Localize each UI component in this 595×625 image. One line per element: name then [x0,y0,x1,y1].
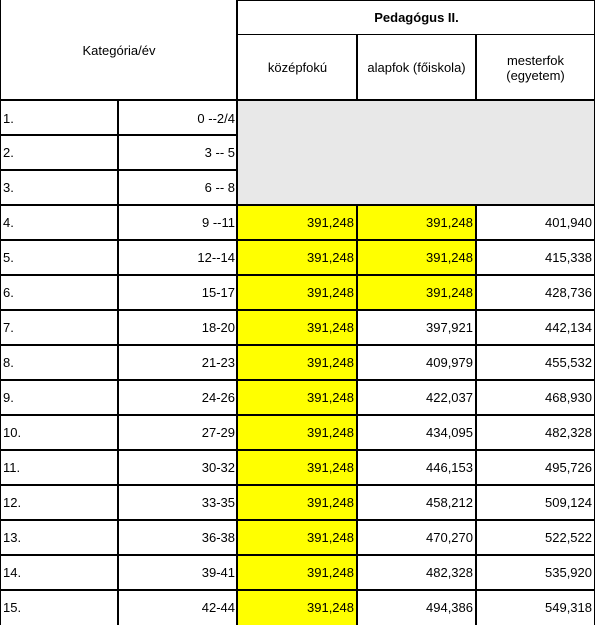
alapfok-cell: 458,212 [426,495,473,510]
kozepfoku-cell: 391,248 [238,310,357,345]
years-cell: 36-38 [201,530,235,545]
grid-line [0,344,595,346]
years-cell: 21-23 [201,355,235,370]
grid-line [0,379,595,381]
column-header-alapfok: alapfok (főiskola) [367,60,466,75]
kozepfoku-cell: 391,248 [238,205,357,240]
alapfok-cell: 422,037 [426,390,473,405]
kozepfoku-cell: 391,248 [238,380,357,415]
mesterfok-cell: 522,522 [545,530,592,545]
years-cell: 39-41 [201,565,235,580]
years-cell: 30-32 [201,460,235,475]
alapfok-cell: 482,328 [426,565,473,580]
mesterfok-cell: 442,134 [545,320,592,335]
grid-line [0,554,595,556]
grid-line [117,101,119,625]
alapfok-cell: 494,386 [426,600,473,615]
column-header-mesterfok: mesterfok (egyetem) [506,52,565,83]
alapfok-cell: 434,095 [426,425,473,440]
mesterfok-cell: 455,532 [545,355,592,370]
category-cell: 8. [3,355,14,370]
years-cell: 15-17 [201,285,235,300]
years-cell: 3 -- 5 [204,145,235,160]
grid-line [236,0,238,100]
alapfok-cell: 391,248 [357,275,476,310]
mesterfok-cell: 468,930 [545,390,592,405]
alapfok-cell: 391,248 [357,205,476,240]
mesterfok-cell: 495,726 [545,460,592,475]
grid-line [0,274,595,276]
category-cell: 12. [3,495,22,510]
category-cell: 1. [3,111,14,126]
grid-line [0,169,238,171]
mesterfok-cell: 549,318 [545,600,592,615]
kozepfoku-cell: 391,248 [238,590,357,625]
kozepfoku-cell: 391,248 [238,520,357,555]
years-cell: 24-26 [201,390,235,405]
years-cell: 9 --11 [202,215,235,230]
years-cell: 42-44 [201,600,235,615]
category-cell: 4. [3,215,14,230]
grid-line [0,484,595,486]
years-cell: 6 -- 8 [204,180,235,195]
grid-line [0,519,595,521]
category-cell: 7. [3,320,14,335]
alapfok-cell: 470,270 [426,530,473,545]
grid-line [0,414,595,416]
empty-area [238,101,595,205]
years-cell: 27-29 [201,425,235,440]
category-cell: 2. [3,145,14,160]
grid-line [0,204,595,206]
grid-line [356,35,358,100]
kozepfoku-cell: 391,248 [238,415,357,450]
years-cell: 0 --2/4 [197,111,235,126]
category-cell: 15. [3,600,22,615]
grid-line [0,134,238,136]
grid-line [0,309,595,311]
mesterfok-cell: 401,940 [545,215,592,230]
years-cell: 12--14 [197,250,235,265]
grid-line [0,589,595,591]
mesterfok-cell: 535,920 [545,565,592,580]
column-header-kozepfoku: középfokú [267,60,328,75]
alapfok-cell: 409,979 [426,355,473,370]
category-cell: 5. [3,250,14,265]
group-title: Pedagógus II. [374,10,459,25]
kozepfoku-cell: 391,248 [238,275,357,310]
grid-line [236,101,238,625]
grid-line [0,0,1,625]
category-cell: 3. [3,180,14,195]
kozepfoku-cell: 391,248 [238,485,357,520]
mesterfok-cell: 509,124 [545,495,592,510]
alapfok-cell: 446,153 [426,460,473,475]
category-cell: 9. [3,390,14,405]
alapfok-cell: 391,248 [357,240,476,275]
kozepfoku-cell: 391,248 [238,450,357,485]
alapfok-cell: 397,921 [426,320,473,335]
category-cell: 14. [3,565,22,580]
grid-line [0,449,595,451]
grid-line [238,0,595,1]
grid-line [0,239,595,241]
mesterfok-cell: 415,338 [545,250,592,265]
mesterfok-cell: 482,328 [545,425,592,440]
category-cell: 13. [3,530,22,545]
mesterfok-cell: 428,736 [545,285,592,300]
category-year-header: Kategória/év [82,42,156,58]
category-cell: 6. [3,285,14,300]
kozepfoku-cell: 391,248 [238,555,357,590]
grid-line [238,34,595,35]
kozepfoku-cell: 391,248 [238,240,357,275]
years-cell: 18-20 [201,320,235,335]
years-cell: 33-35 [201,495,235,510]
kozepfoku-cell: 391,248 [238,345,357,380]
category-cell: 11. [3,460,21,475]
grid-line [475,35,477,100]
grid-line [0,99,595,101]
category-cell: 10. [3,425,22,440]
